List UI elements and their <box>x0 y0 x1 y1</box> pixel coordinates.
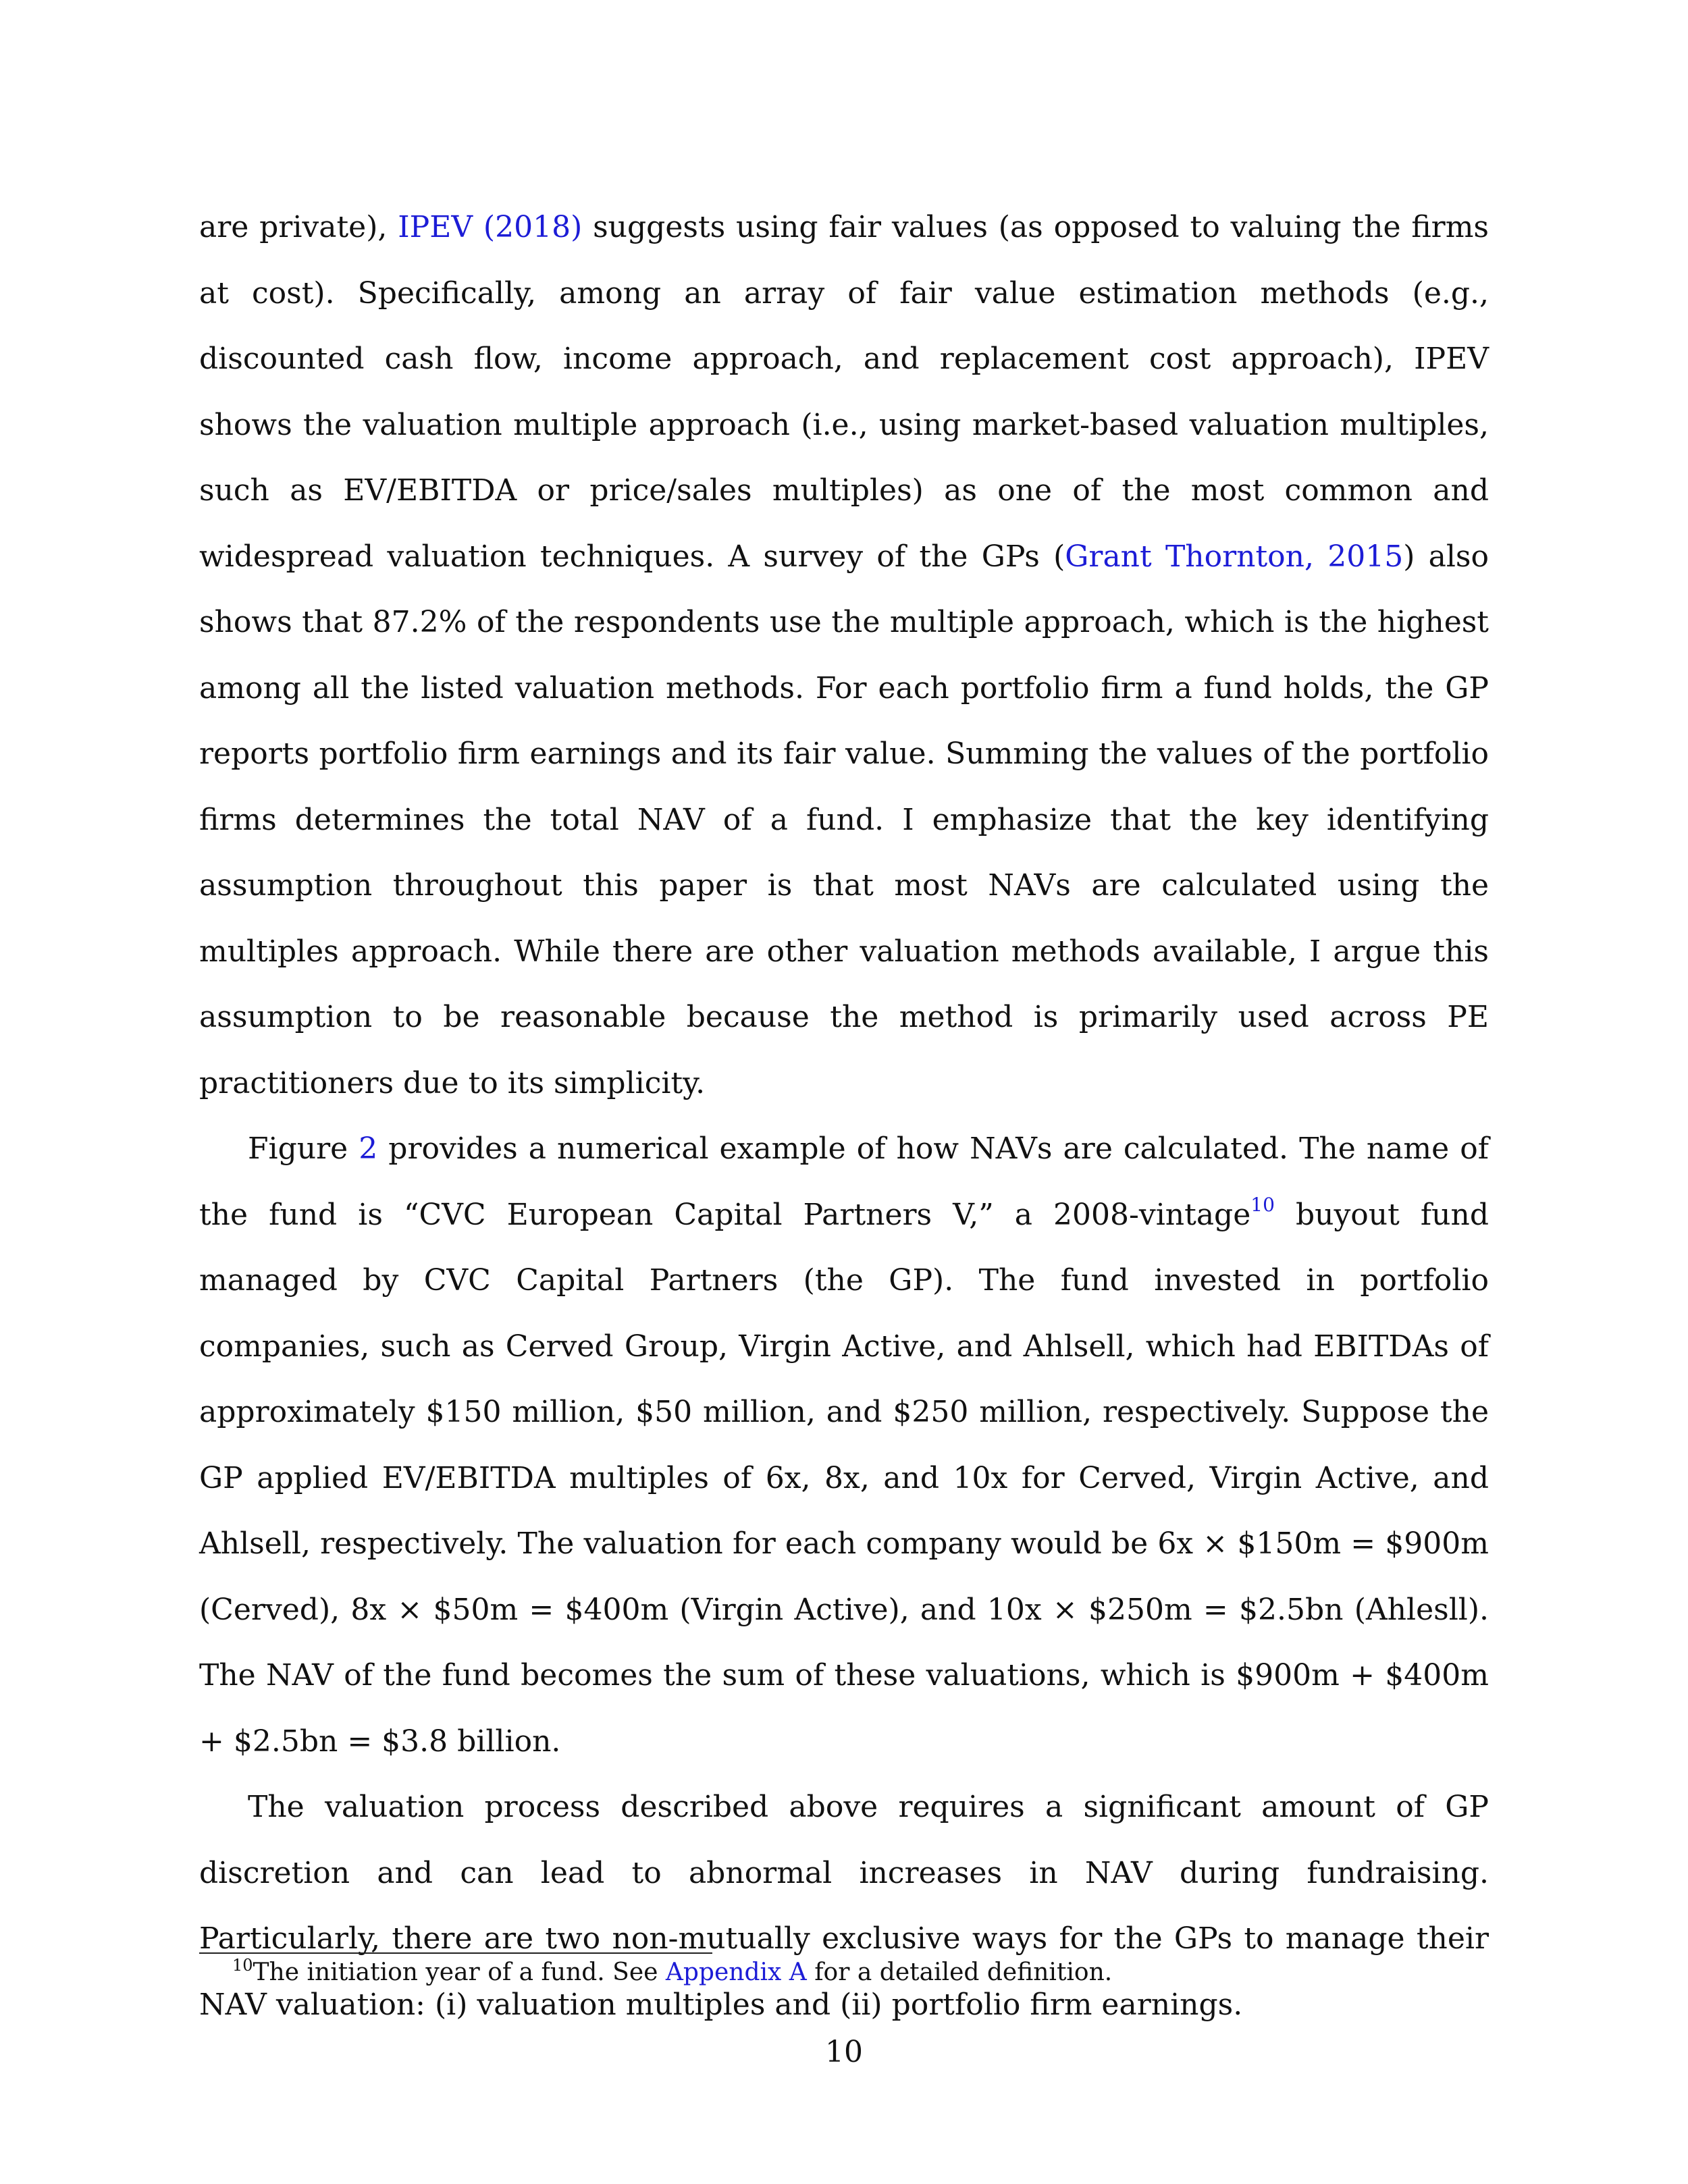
main-text <box>199 194 1489 2037</box>
footnote-divider <box>199 1952 712 1954</box>
paragraph-1 <box>199 194 1489 1116</box>
appendix-a-link[interactable]: Appendix A <box>665 1959 807 1986</box>
footnote-10 <box>232 1955 1488 1990</box>
figure-2-link[interactable]: 2 <box>359 1131 378 1166</box>
citation-link-ipev-2018[interactable]: IPEV (2018) <box>398 210 583 244</box>
footnote-mark: 10 <box>232 1956 253 1975</box>
text-run: for a detailed definition. <box>806 1959 1113 1986</box>
citation-link-grant-thornton[interactable]: Grant Thornton, 2015 <box>1065 539 1404 574</box>
text-run: The initiation year of a fund. See <box>253 1959 666 1986</box>
paragraph-3: The valuation process described above requires a significant amount of GP discretion and can lead to abnormal increases in NAV during fundraising. Particularly, there are two non-mutually exclusive ways for the GPs to manage their NAV valuation: (i) valuation multiples and (ii) portfolio firm earnings. <box>199 1790 1489 2022</box>
text-run: provides a numerical example of how NAVs are calculated. The name of the fund is “CVC European Capital Partners V,” a 2008-vintage <box>199 1131 1489 1232</box>
text-run: ) also shows that 87.2% of the respondents use the multiple approach, which is the highest among all the listed valuation methods. For each portfolio firm a fund holds, the GP reports portfolio firm earnings and its fair value. Summing the values of the portfolio firms determines the total NAV of a fund. I emphasize that the key identifying assumption throughout this paper is that most NAVs are calculated using the multiples approach. While there are other valuation methods available, I argue this assumption to be reasonable because the method is primarily used across PE practitioners due to its simplicity. <box>199 539 1489 1100</box>
text-run: buyout fund managed by CVC Capital Partners (the GP). The fund invested in portfolio companies, such as Cerved Group, Virgin Active, and Ahlsell, which had EBITDAs of approximately $150 million, $50 million, and $250 million, respectively. Suppose the GP applied EV/EBITDA multiples of 6x, 8x, and 10x for Cerved, Virgin Active, and Ahlsell, respectively. The valuation for each company would be 6x × $150m = $900m (Cerved), 8x × $50m = $400m (Virgin Active), and 10x × $250m = $2.5bn (Ahlesll). The NAV of the fund becomes the sum of these valuations, which is $900m + $400m + $2.5bn = $3.8 billion. <box>199 1197 1489 1759</box>
text-run: suggests using fair values (as opposed to valuing the firms at cost). Specifically, among an array of fair value estimation methods (e.g., discounted cash flow, income approach, and replacement cost approach), IPEV shows the valuation multiple approach (i.e., using market-based valuation multiples, such as EV/EBITDA or price/sales multiples) as one of the most common and widespread valuation techniques. A survey of the GPs ( <box>199 210 1489 574</box>
text-run: are private), <box>199 210 398 244</box>
footnote-10-link[interactable]: 10 <box>1250 1193 1275 1216</box>
paragraph-2 <box>199 1116 1489 1774</box>
text-run: Figure <box>248 1131 359 1166</box>
page-number: 10 <box>825 2035 863 2069</box>
